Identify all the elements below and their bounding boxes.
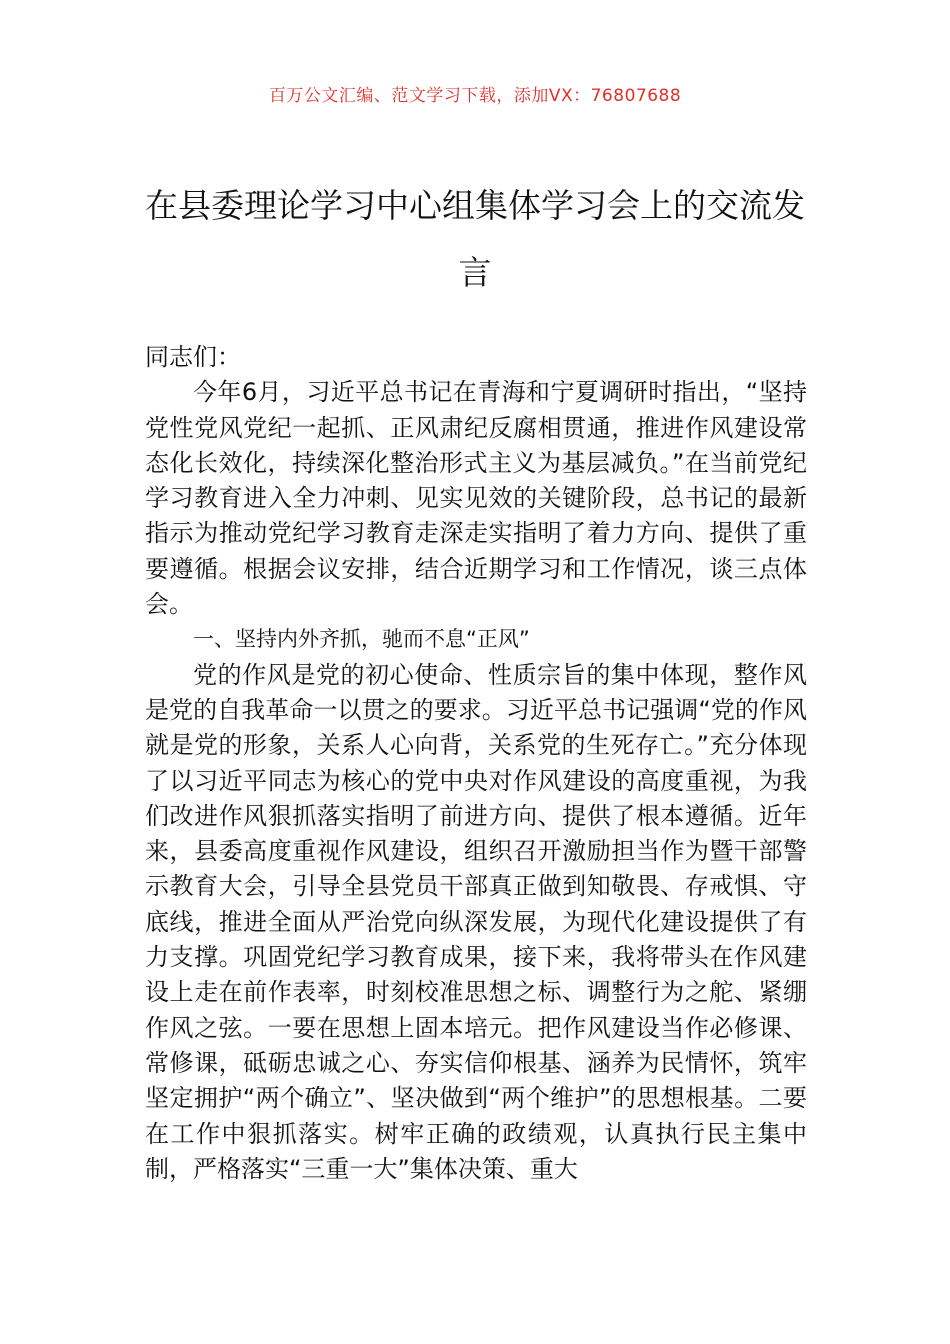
document-body <box>145 340 807 1187</box>
salutation: 同志们： <box>145 343 241 371</box>
paragraph-section-1: 党的作风是党的初心使命、性质宗旨的集中体现，整作风是党的自我革命一以贯之的要求。习近平总书记强调“党的作风就是党的形象，关系人心向背，关系党的生死存亡。”充分体现了以习近平同志为核心的党中央对作风建设的高度重视，为我们改进作风狠抓落实指明了前进方向、提供了根本遵循。近年来，县委高度重视作风建设，组织召开激励担当作为暨干部警示教育大会，引导全县党员干部真正做到知敬畏、存戒惧、守底线，推进全面从严治党向纵深发展，为现代化建设提供了有力支撑。巩固党纪学习教育成果，接下来，我将带头在作风建设上走在前作表率，时刻校准思想之标、调整行为之舵、紧绷作风之弦。一要在思想上固本培元。把作风建设当作必修课、常修课，砥砺忠诚之心、夯实信仰根基、涵养为民情怀，筑牢坚定拥护“两个确立”、坚决做到“两个维护”的思想根基。二要在工作中狠抓落实。树牢正确的政绩观，认真执行民主集中制，严格落实“三重一大”集体决策、重大 <box>145 660 807 1183</box>
section-heading-1: 一、坚持内外齐抓，驰而不息“正风” <box>193 627 530 652</box>
paragraph-intro: 今年6月，习近平总书记在青海和宁夏调研时指出，“坚持党性党风党纪一起抓、正风肃纪反腐相贯通，推进作风建设常态化长效化，持续深化整治形式主义为基层减负。”在当前党纪学习教育进入全力冲刺、见实见效的关键阶段，总书记的最新指示为推动党纪学习教育走深走实指明了着力方向、提供了重要遵循。根据会议安排，结合近期学习和工作情况，谈三点体会。 <box>145 378 807 619</box>
document-title: 在县委理论学习中心组集体学习会上的交流发言 <box>145 186 805 292</box>
header-watermark: 百万公文汇编、范文学习下载，添加VX：76807688 <box>268 86 682 106</box>
